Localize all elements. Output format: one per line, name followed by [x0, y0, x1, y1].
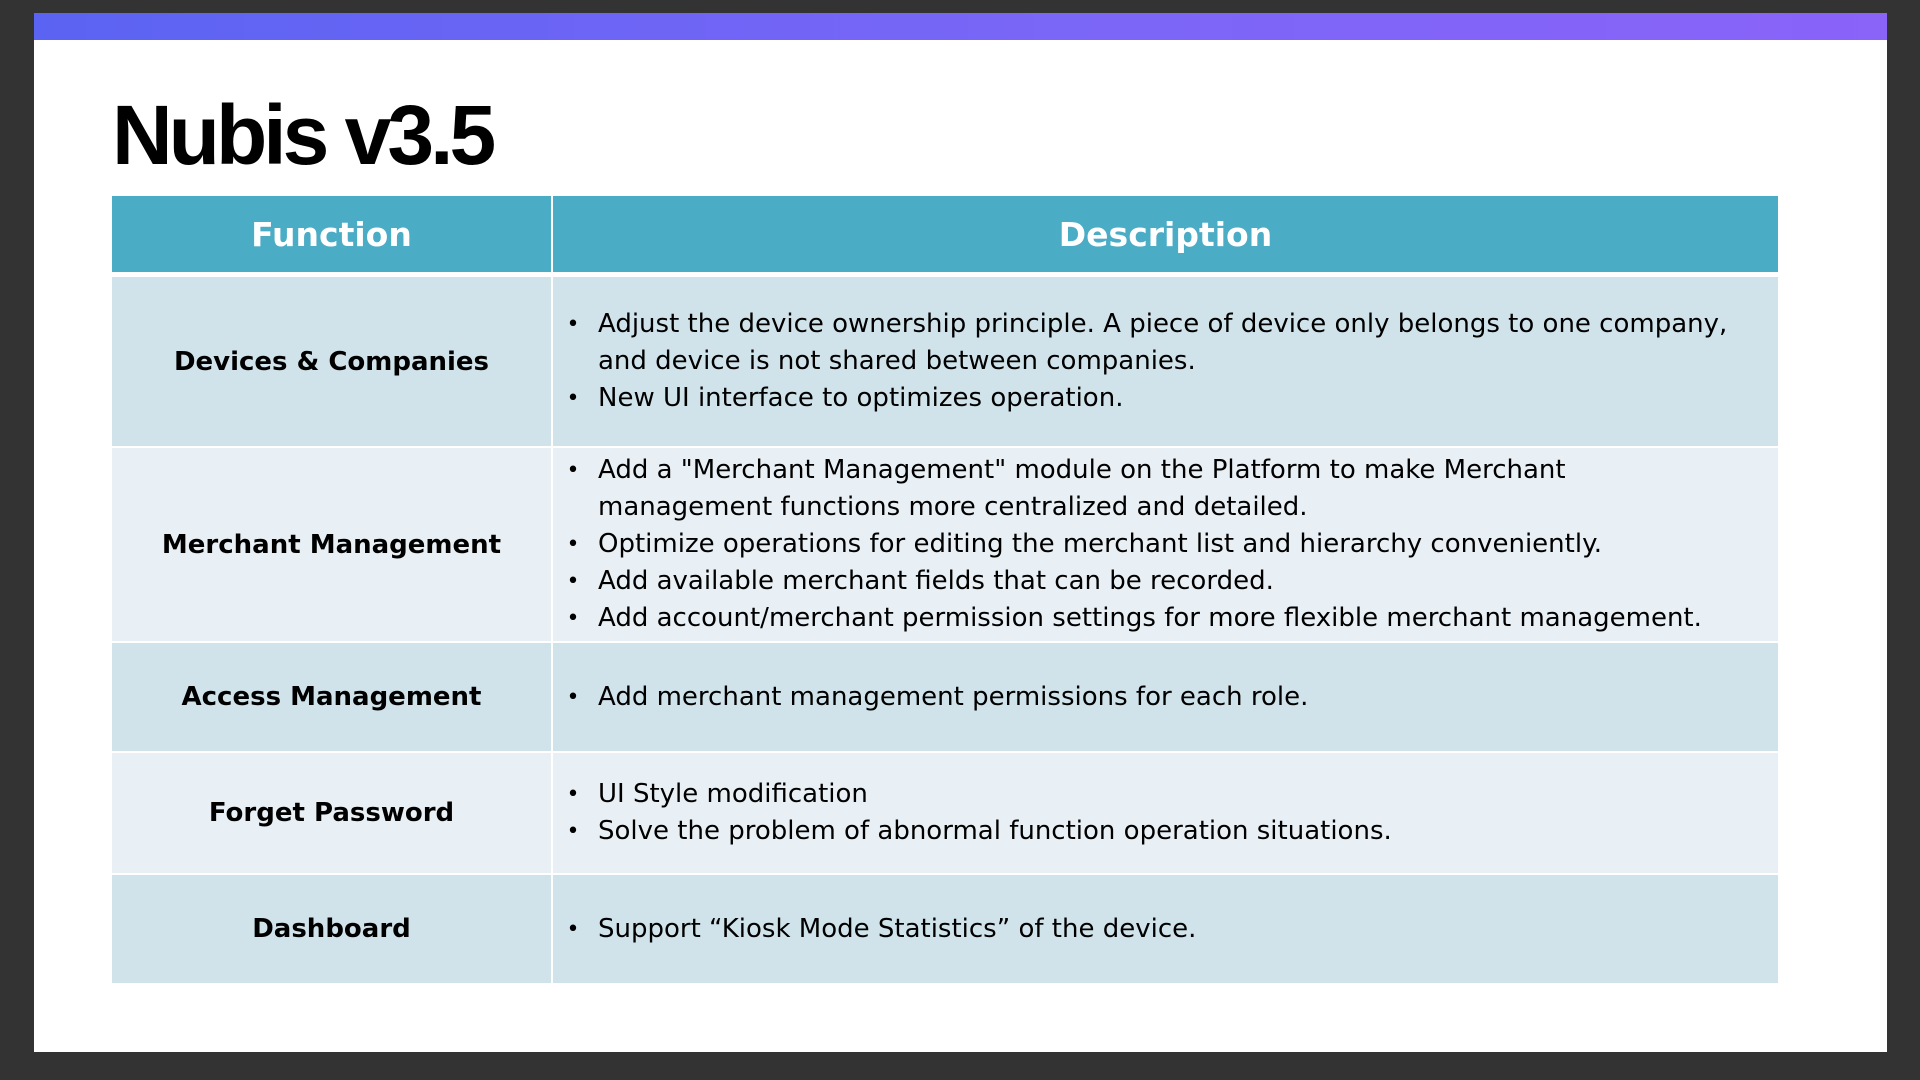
- list-item: [563, 526, 1748, 563]
- table-row: [112, 874, 1778, 984]
- header-function: Function: [112, 196, 552, 275]
- bullet-icon: •: [566, 386, 580, 411]
- bullet-icon: •: [566, 606, 580, 631]
- bullet-icon: •: [566, 312, 580, 337]
- accent-bar: [34, 13, 1887, 40]
- list-item-text: Support “Kiosk Mode Statistics” of the device.: [598, 913, 1197, 944]
- bullet-icon: •: [566, 916, 580, 942]
- list-item: [563, 813, 1748, 850]
- list-item: [563, 776, 1748, 813]
- function-cell: Devices & Companies: [112, 275, 552, 448]
- bullet-icon: •: [566, 569, 580, 594]
- slide: [34, 13, 1887, 1052]
- bullet-icon: •: [566, 532, 580, 557]
- list-item-text: Add a "Merchant Management" module on the Platform to make Merchant management functions more centralized and detailed.: [598, 455, 1566, 522]
- bullet-icon: •: [566, 458, 580, 483]
- list-item-text: Add merchant management permissions for each role.: [598, 681, 1309, 712]
- function-cell: Access Management: [112, 642, 552, 752]
- bullet-list: [563, 679, 1748, 716]
- release-notes-table-container: [112, 196, 1778, 985]
- bullet-icon: •: [566, 782, 580, 807]
- description-cell: [552, 752, 1778, 874]
- description-cell: [552, 874, 1778, 984]
- bullet-list: [563, 776, 1748, 850]
- description-cell: [552, 447, 1778, 642]
- table-row: [112, 752, 1778, 874]
- table-row: [112, 642, 1778, 752]
- function-cell: Merchant Management: [112, 447, 552, 642]
- bullet-icon: •: [566, 819, 580, 844]
- list-item-text: Solve the problem of abnormal function operation situations.: [598, 816, 1392, 846]
- list-item: [563, 380, 1748, 417]
- list-item-text: UI Style modification: [598, 779, 868, 809]
- list-item: [563, 600, 1748, 637]
- list-item: [563, 911, 1748, 948]
- table-header-row: [112, 196, 1778, 275]
- list-item: [563, 306, 1748, 380]
- release-notes-table: [112, 196, 1778, 985]
- list-item-text: Add account/merchant permission settings for more flexible merchant management.: [598, 603, 1702, 633]
- description-cell: [552, 275, 1778, 448]
- bullet-list: [563, 911, 1748, 948]
- list-item-text: Add available merchant fields that can be recorded.: [598, 566, 1274, 596]
- bullet-icon: •: [566, 684, 580, 710]
- table-row: [112, 447, 1778, 642]
- description-cell: [552, 642, 1778, 752]
- function-cell: Dashboard: [112, 874, 552, 984]
- function-cell: Forget Password: [112, 752, 552, 874]
- list-item: [563, 563, 1748, 600]
- bullet-list: [563, 306, 1748, 417]
- header-description: Description: [552, 196, 1778, 275]
- bullet-list: [563, 452, 1748, 637]
- list-item: [563, 452, 1748, 526]
- list-item-text: New UI interface to optimizes operation.: [598, 383, 1124, 413]
- list-item-text: Optimize operations for editing the merchant list and hierarchy conveniently.: [598, 529, 1603, 559]
- table-row: [112, 275, 1778, 448]
- list-item: [563, 679, 1748, 716]
- slide-title: Nubis v3.5: [112, 88, 493, 182]
- list-item-text: Adjust the device ownership principle. A piece of device only belongs to one company, and device is not shared between companies.: [598, 309, 1728, 376]
